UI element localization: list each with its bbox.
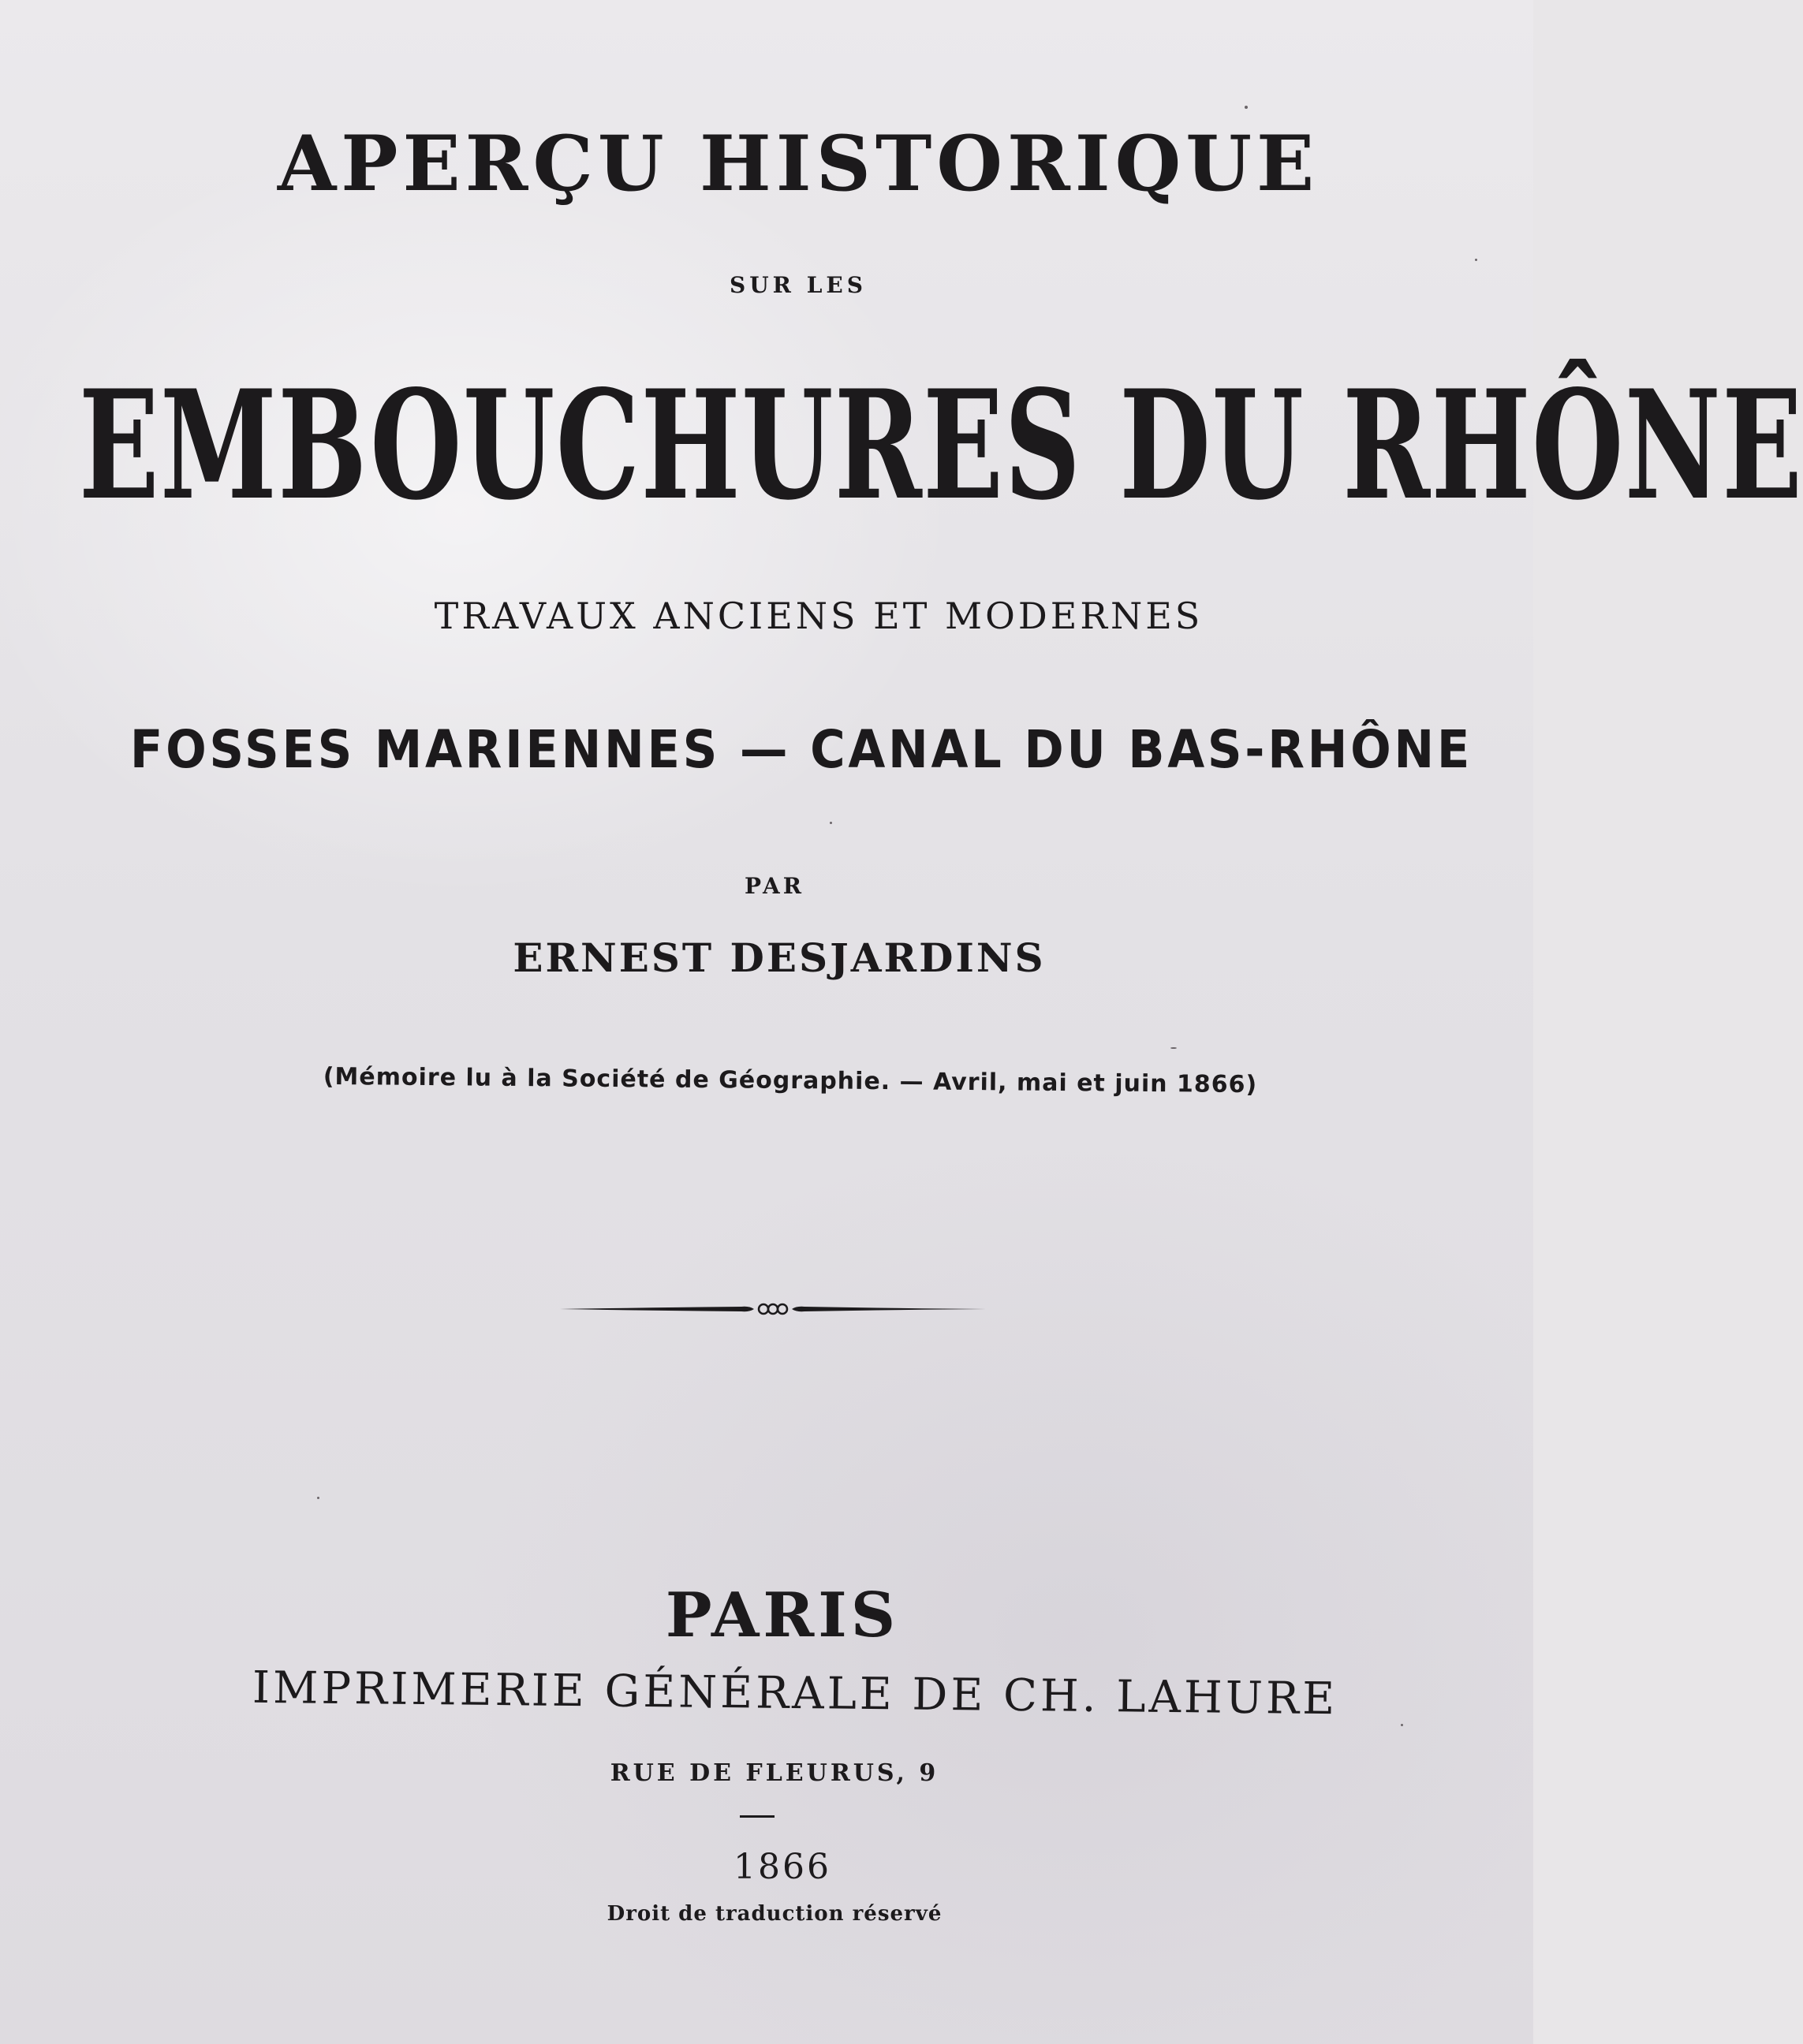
imprint-divider	[740, 1815, 775, 1818]
imprint-city: PARIS	[665, 1580, 900, 1651]
imprint-street: RUE DE FLEURUS, 9	[610, 1759, 939, 1787]
rights-notice: Droit de traduction réservé	[607, 1902, 943, 1926]
paper-speck	[1170, 1047, 1177, 1049]
memoir-note: (Mémoire lu à la Société de Géographie. — Avril, mai et juin 1866)	[323, 1062, 1258, 1099]
subtitle: TRAVAUX ANCIENS ET MODERNES	[434, 595, 1204, 637]
author-name: ERNEST DESJARDINS	[513, 934, 1046, 981]
imprint-year: 1866	[734, 1847, 831, 1887]
paper-speck	[1401, 1724, 1403, 1726]
paper-speck	[1245, 106, 1248, 109]
title-line-apercu: APERÇU HISTORIQUE	[277, 119, 1320, 208]
subtitle-secondary: FOSSES MARIENNES — CANAL DU BAS-RHÔNE	[129, 719, 1473, 780]
main-title: EMBOUCHURES DU RHÔNE	[79, 357, 1803, 533]
paper-speck	[317, 1497, 319, 1499]
by-label: PAR	[744, 873, 804, 899]
title-connector: SUR LES	[730, 272, 867, 298]
imprint-printer: IMPRIMERIE GÉNÉRALE DE CH. LAHURE	[252, 1662, 1338, 1725]
ornamental-rule-icon	[560, 1293, 986, 1325]
paper-speck	[1475, 259, 1477, 261]
paper-speck	[830, 822, 832, 824]
